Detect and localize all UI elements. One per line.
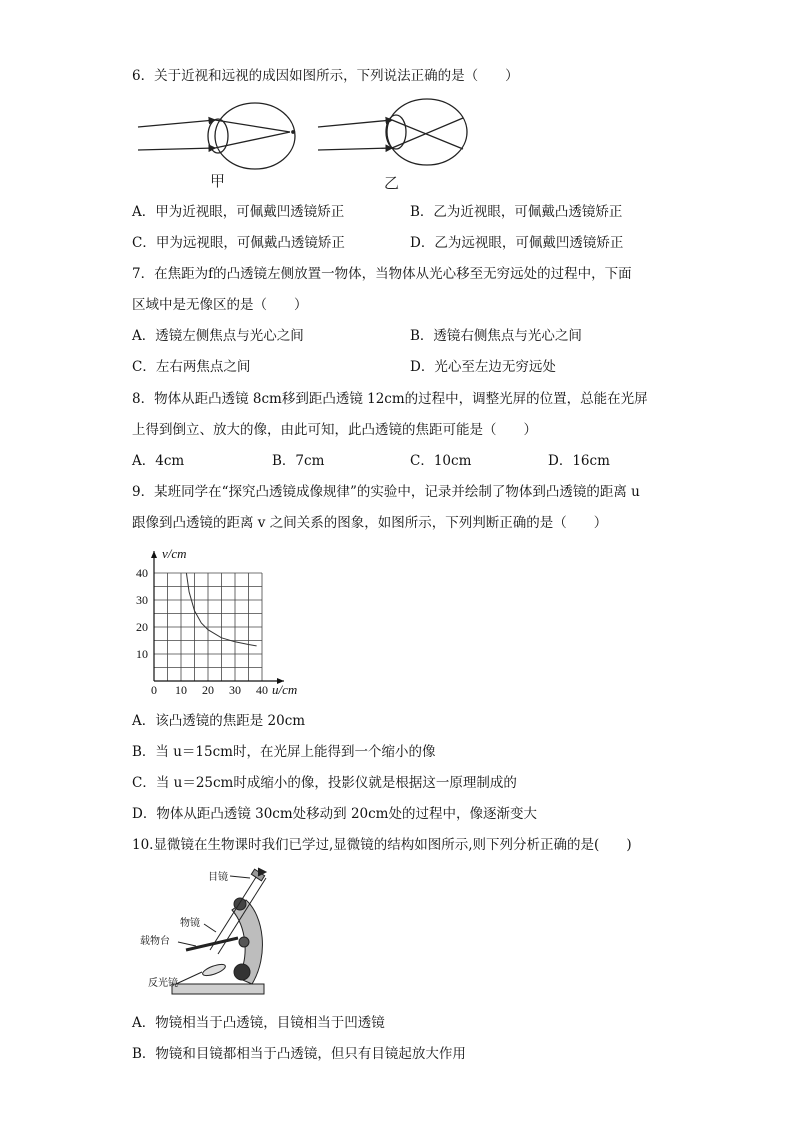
label-mirror: 反光镜 [148,978,178,989]
label-stage: 载物台 [140,936,170,947]
q7-stem-line1: 7．在焦距为f的凸透镜左侧放置一物体，当物体从光心移至无穷远处的过程中，下面 [132,266,632,282]
microscope-mirror [201,962,226,978]
label-objective: 物镜 [180,918,200,929]
x-tick-label: 30 [229,683,241,697]
y-tick-label: 10 [136,647,148,661]
x-tick-label: 10 [175,683,187,697]
q9-stem-line2: 跟像到凸透镜的距离 v 之间关系的图象，如图所示，下列判断正确的是（ ） [132,515,608,531]
q8-option-a[interactable]: A．4cm [132,453,185,469]
q6-option-d[interactable]: D．乙为远视眼，可佩戴凹透镜矫正 [410,235,624,251]
uv-chart [126,542,316,702]
q8-option-c[interactable]: C．10cm [410,453,472,469]
x-tick-label: 40 [256,683,268,697]
chart-ylabel: v/cm [162,546,187,561]
q6-option-c[interactable]: C．甲为远视眼，可佩戴凸透镜矫正 [132,235,345,251]
q6-stem: 6．关于近视和远视的成因如图所示，下列说法正确的是（ ） [132,68,519,84]
q10-stem: 10.显微镜在生物课时我们已学过,显微镜的结构如图所示,则下列分析正确的是( ) [132,837,632,853]
y-tick-label: 20 [136,620,148,634]
q6-option-b[interactable]: B．乙为近视眼，可佩戴凸透镜矫正 [410,204,623,220]
q8-option-b[interactable]: B．7cm [272,453,325,469]
q7-option-a[interactable]: A．透镜左侧焦点与光心之间 [132,328,304,344]
q9-option-b[interactable]: B．当 u＝15cm时，在光屏上能得到一个缩小的像 [132,744,436,760]
microscope-stage [186,938,238,950]
q8-stem-line1: 8．物体从距凸透镜 8cm移到距凸透镜 12cm的过程中，调整光屏的位置，总能在光屏 [132,391,648,407]
eye-left [138,103,295,169]
q7-stem-line2: 区域中是无像区的是（ ） [132,297,308,313]
label-jia: 甲 [210,174,226,190]
chart-xlabel: u/cm [272,682,298,697]
chart-grid [154,573,262,681]
eye-right [318,99,467,165]
q7-option-c[interactable]: C．左右两焦点之间 [132,359,251,375]
q9-option-c[interactable]: C．当 u＝25cm时成缩小的像，投影仪就是根据这一原理制成的 [132,775,517,791]
q7-option-d[interactable]: D．光心至左边无穷远处 [410,359,556,375]
y-tick-label: 40 [136,566,148,580]
y-axis-arrow [151,551,157,558]
label-eyepiece: 目镜 [208,872,228,883]
y-tick-label: 30 [136,593,148,607]
q9-stem-line1: 9．某班同学在“探究凸透镜成像规律”的实验中，记录并绘制了物体到凸透镜的距离 u [132,484,640,500]
microscope-diagram [134,866,274,1000]
x-tick-label: 0 [151,683,157,697]
x-tick-label: 20 [202,683,214,697]
q8-option-d[interactable]: D．16cm [548,453,610,469]
q9-option-d[interactable]: D．物体从距凸透镜 30cm处移动到 20cm处的过程中，像逐渐变大 [132,806,537,822]
q10-option-b[interactable]: B．物镜和目镜都相当于凸透镜，但只有目镜起放大作用 [132,1046,466,1062]
chart-axes [151,551,284,684]
q10-option-a[interactable]: A．物镜相当于凸透镜，目镜相当于凹透镜 [132,1015,385,1031]
q9-option-a[interactable]: A．该凸透镜的焦距是 20cm [132,713,306,729]
q6-option-a[interactable]: A．甲为近视眼，可佩戴凹透镜矫正 [132,204,345,220]
eye-diagram [130,96,490,192]
microscope-base [172,984,264,994]
q7-option-b[interactable]: B．透镜右侧焦点与光心之间 [410,328,582,344]
label-yi: 乙 [384,176,400,192]
q8-stem-line2: 上得到倒立、放大的像，由此可知，此凸透镜的焦距可能是（ ） [132,422,537,438]
